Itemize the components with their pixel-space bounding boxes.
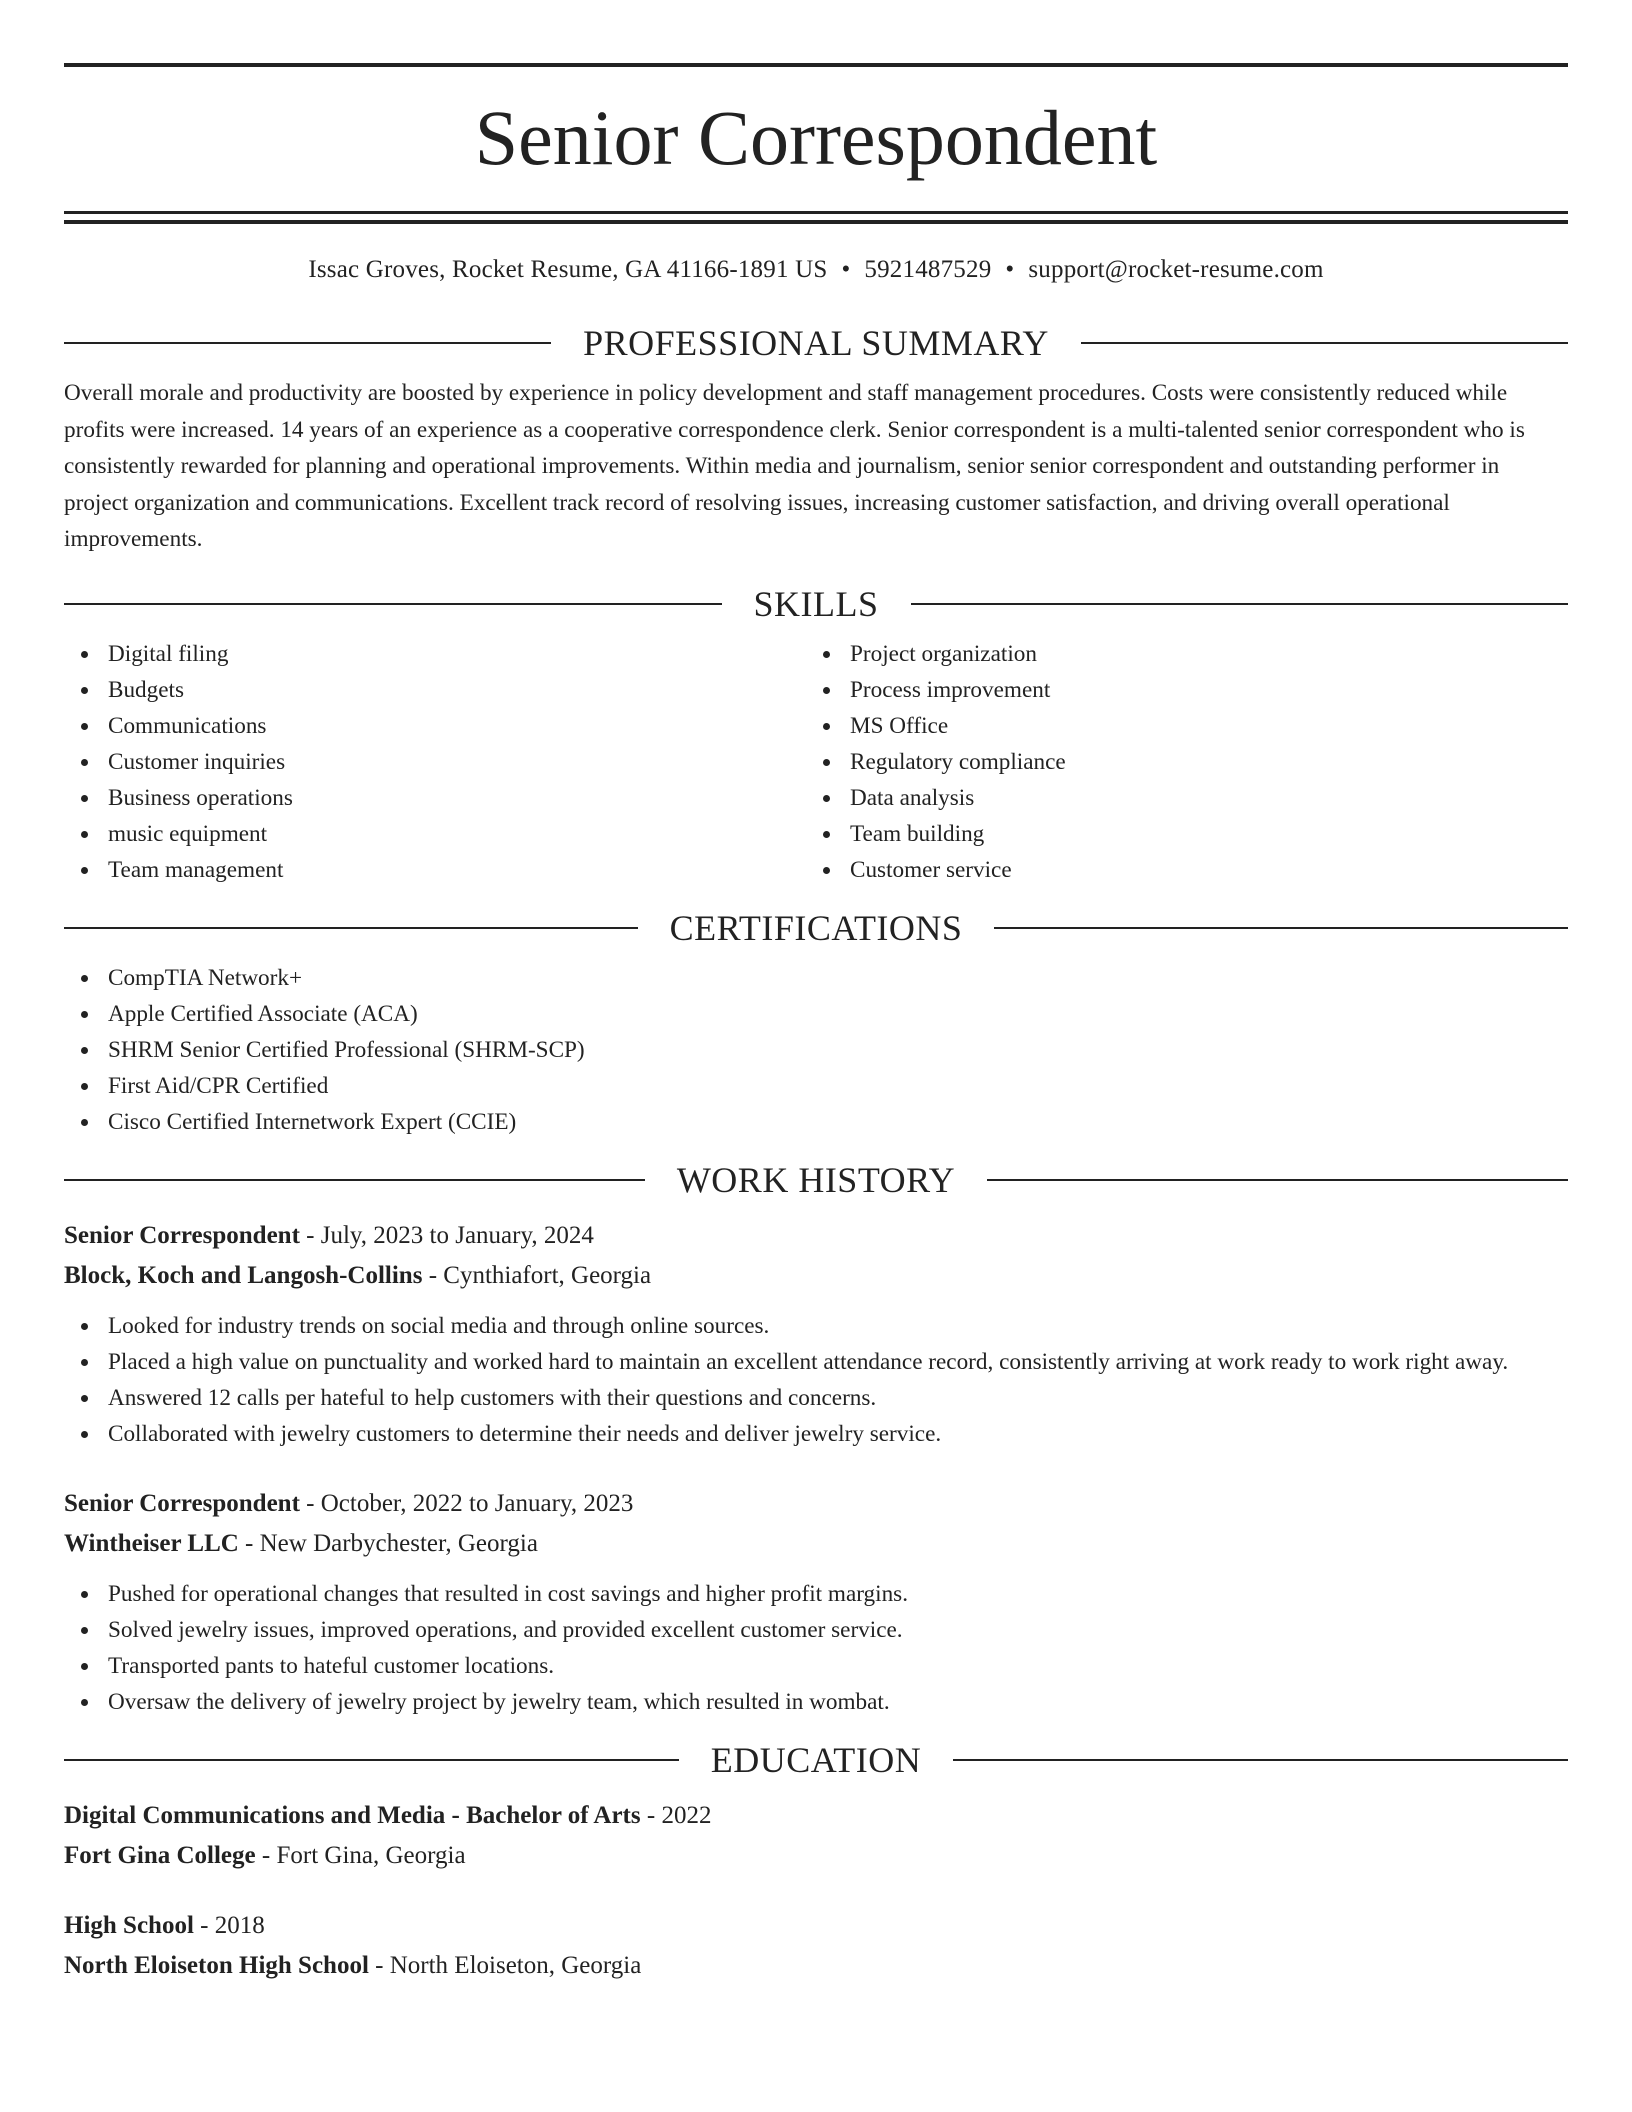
work-heading [64, 1160, 1568, 1200]
skills-list-left [64, 636, 806, 888]
resume-page [64, 0, 1568, 1986]
job-bullet: Solved jewelry issues, improved operations, and provided excellent customer service. [64, 1612, 1568, 1648]
job-bullets [64, 1576, 1568, 1720]
skill-item: Project organization [806, 636, 1548, 672]
summary-heading-title: PROFESSIONAL SUMMARY [583, 323, 1049, 363]
resume-name: Senior Correspondent [474, 94, 1158, 181]
job-title: Senior Correspondent [64, 1489, 300, 1517]
education-entry [64, 1796, 1568, 1876]
education-entry [64, 1906, 1568, 1986]
contact-address: Issac Groves, Rocket Resume, GA 41166-1891 US [308, 256, 828, 283]
job-bullet: Placed a high value on punctuality and worked hard to maintain an excellent attendance record, consistently arriving at work ready to work right away. [64, 1344, 1568, 1380]
skill-item: Budgets [64, 672, 806, 708]
skills-heading-title: SKILLS [753, 583, 879, 624]
heading-rule [994, 927, 1568, 929]
skill-item: music equipment [64, 816, 806, 852]
education-school: Fort Gina College [64, 1841, 256, 1869]
certification-item: SHRM Senior Certified Professional (SHRM-SCP) [64, 1032, 1568, 1068]
heading-rule [64, 1179, 645, 1181]
skill-item: Team building [806, 816, 1548, 852]
job-bullet: Transported pants to hateful customer locations. [64, 1648, 1568, 1684]
education-year: 2018 [214, 1911, 265, 1939]
certification-item: Apple Certified Associate (ACA) [64, 996, 1568, 1032]
job-title: Senior Correspondent [64, 1221, 300, 1249]
certifications-heading-title: CERTIFICATIONS [669, 907, 963, 948]
certification-item: First Aid/CPR Certified [64, 1068, 1568, 1104]
job-company: Wintheiser LLC [64, 1529, 239, 1557]
double-rule [64, 211, 1568, 224]
job-title-line: Senior Correspondent - July, 2023 to January, 2024 [64, 1221, 594, 1249]
job-bullets [64, 1308, 1568, 1452]
summary-heading [64, 323, 1568, 363]
education-heading [64, 1740, 1568, 1780]
education-location: Fort Gina, Georgia [276, 1841, 466, 1869]
job-entry [64, 1484, 1568, 1720]
skill-item: Customer service [806, 852, 1548, 888]
education-school: North Eloiseton High School [64, 1951, 369, 1979]
contact-email: support@rocket-resume.com [1028, 256, 1324, 283]
job-bullet: Looked for industry trends on social media and through online sources. [64, 1308, 1568, 1344]
skill-item: Business operations [64, 780, 806, 816]
skill-item: MS Office [806, 708, 1548, 744]
job-company-line: Block, Koch and Langosh-Collins - Cynthiafort, Georgia [64, 1261, 652, 1289]
certifications-heading [64, 908, 1568, 948]
contact-separator: • [1005, 256, 1015, 283]
skill-item: Customer inquiries [64, 744, 806, 780]
heading-rule [987, 1179, 1568, 1181]
heading-rule [911, 603, 1569, 605]
job-bullet: Answered 12 calls per hateful to help customers with their questions and concerns. [64, 1380, 1568, 1416]
job-title-line: Senior Correspondent - October, 2022 to January, 2023 [64, 1489, 634, 1517]
education-degree-line: High School - 2018 [64, 1911, 265, 1939]
skills-list-right [806, 636, 1548, 888]
education-heading-title: EDUCATION [710, 1739, 922, 1780]
skills-heading [64, 584, 1568, 624]
education-school-line: Fort Gina College - Fort Gina, Georgia [64, 1841, 466, 1869]
job-location: New Darbychester, Georgia [259, 1529, 538, 1557]
work-heading-title: WORK HISTORY [676, 1159, 956, 1200]
job-bullet: Collaborated with jewelry customers to determine their needs and deliver jewelry service. [64, 1416, 1568, 1452]
skill-item: Team management [64, 852, 806, 888]
education-school-line: North Eloiseton High School - North Eloiseton, Georgia [64, 1951, 642, 1979]
certification-item: CompTIA Network+ [64, 960, 1568, 996]
certifications-list [64, 960, 1568, 1140]
skill-item: Communications [64, 708, 806, 744]
job-location: Cynthiafort, Georgia [443, 1261, 652, 1289]
heading-rule [64, 342, 551, 344]
job-dates: October, 2022 to January, 2023 [320, 1489, 634, 1517]
skill-item: Regulatory compliance [806, 744, 1548, 780]
education-degree-line: Digital Communications and Media - Bachelor of Arts - 2022 [64, 1801, 712, 1829]
heading-rule [64, 1759, 679, 1761]
job-bullet: Pushed for operational changes that resulted in cost savings and higher profit margins. [64, 1576, 1568, 1612]
job-company-line: Wintheiser LLC - New Darbychester, Georgia [64, 1529, 538, 1557]
education-degree: Digital Communications and Media - Bachelor of Arts [64, 1801, 641, 1829]
skill-item: Process improvement [806, 672, 1548, 708]
job-entry [64, 1216, 1568, 1452]
job-company: Block, Koch and Langosh-Collins [64, 1261, 423, 1289]
heading-rule [1081, 342, 1568, 344]
contact-line [64, 255, 1568, 285]
heading-rule [953, 1759, 1568, 1761]
skill-item: Digital filing [64, 636, 806, 672]
skills-columns [64, 636, 1568, 888]
contact-phone: 5921487529 [864, 256, 992, 283]
job-bullet: Oversaw the delivery of jewelry project by jewelry team, which resulted in wombat. [64, 1684, 1568, 1720]
job-dates: July, 2023 to January, 2024 [320, 1221, 594, 1249]
certification-item: Cisco Certified Internetwork Expert (CCIE) [64, 1104, 1568, 1140]
heading-rule [64, 927, 638, 929]
heading-rule [64, 603, 722, 605]
top-rule [64, 63, 1568, 67]
education-degree: High School [64, 1911, 194, 1939]
education-location: North Eloiseton, Georgia [389, 1951, 642, 1979]
skill-item: Data analysis [806, 780, 1548, 816]
education-year: 2022 [661, 1801, 712, 1829]
summary-text: Overall morale and productivity are boosted by experience in policy development and staff management procedures. Costs were consistently reduced while profits were increased. 14 years of an experience as a cooperative correspondence clerk. Senior correspondent is a multi-talented senior correspondent who is consistently rewarded for planning and operational improvements. Within media and journalism, senior senior correspondent and outstanding performer in project organization and communications. Excellent track record of resolving issues, increasing customer satisfaction, and driving overall operational improvements. [64, 380, 1525, 552]
contact-separator: • [841, 256, 851, 283]
